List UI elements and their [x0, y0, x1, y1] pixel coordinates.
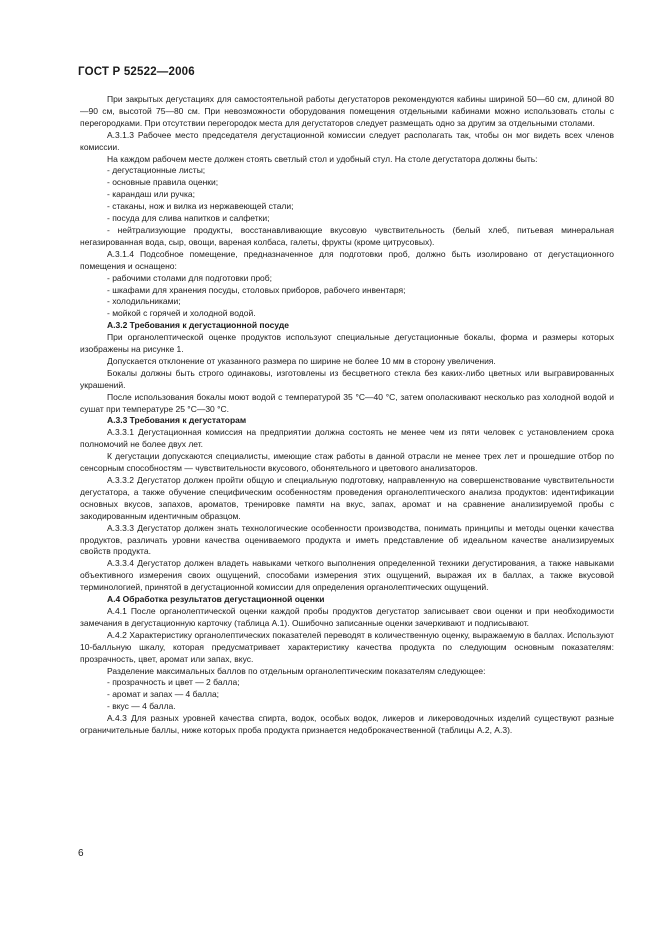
paragraph: А.3.3.3 Дегустатор должен знать технологические особенности производства, понимать принципы и методы оценки качества продуктов, различать уровни качества оцениваемого продукта и иметь представление об идеальном качестве анализируемых свойств продукта.: [80, 522, 614, 557]
paragraph: А.3.1.4 Подсобное помещение, предназначенное для подготовки проб, должно быть изолировано от дегустационного помещения и оснащено:: [80, 248, 614, 271]
list-item: - карандаш или ручка;: [107, 189, 195, 200]
paragraph: Допускается отклонение от указанного размера по ширине не более 10 мм в сторону увеличения.: [107, 355, 496, 366]
paragraph: А.3.1.3 Рабочее место председателя дегустационной комиссии следует располагать так, чтобы он мог видеть всех членов комиссии.: [80, 129, 614, 152]
section-heading: А.3.3 Требования к дегустаторам: [107, 415, 247, 426]
paragraph: А.3.3.4 Дегустатор должен владеть навыками четкого выполнения определенной техники дегустирования, а также навыками объективного измерения своих ощущений, способами измерения этих ощущений, выражая их в баллах, а также вкусовой терминологией, принятой в дегустационной комиссии для определения органолептических ощущений.: [80, 558, 614, 593]
paragraph: А.3.3.2 Дегустатор должен пройти общую и специальную подготовку, направленную на совершенствование чувствительности дегустатора, а также обучение специфическим особенностям проведения органолептического анализа продуктов: идентификации основных вкусов, запахов, ароматов, тренировке памяти на вкус, запах, аромат и на сравнение анализируемой пробы с закодированным идентичным образцом.: [80, 475, 614, 521]
page-number: 6: [78, 848, 84, 859]
list-item: - рабочими столами для подготовки проб;: [107, 272, 273, 283]
paragraph: Разделение максимальных баллов по отдельным органолептическим показателям следующее:: [107, 665, 486, 676]
paragraph: А.4.3 Для разных уровней качества спирта, водок, особых водок, ликеров и ликероводочных изделий существуют разные ограничительные баллы, ниже которых проба продукта признается недоброкачественной (таблицы А.2, А.3).: [80, 713, 614, 736]
paragraph: А.4.2 Характеристику органолептических показателей переводят в количественную оценку, выражаемую в баллах. Используют 10-балльную шкалу, которая предусматривает характеристику качества продукта по следующим основным показателям: прозрачность, цвет, аромат или запах, вкус.: [80, 629, 614, 664]
paragraph: При закрытых дегустациях для самостоятельной работы дегустаторов рекомендуются кабины шириной 50—60 см, длиной 80—90 см, высотой 75—80 см. При невозможности оборудования помещения отдельными кабинами можно использовать столы с перегородками. При отсутствии перегородок места для дегустаторов следует размещать одно за другим за отдельными столами.: [80, 94, 614, 128]
paragraph: - нейтрализующие продукты, восстанавливающие вкусовую чувствительность (белый хлеб, питьевая минеральная негазированная вода, сыр, овощи, вареная колбаса, галеты, фрукты (кроме цитрусовых).: [80, 224, 614, 247]
section-heading: А.3.2 Требования к дегустационной посуде: [107, 320, 289, 331]
paragraph: К дегустации допускаются специалисты, имеющие стаж работы в данной отрасли не менее трех лет и прошедшие отбор по сенсорным способностям — чувствительности вкусового, обонятельного и цветового анализаторов.: [80, 451, 614, 474]
list-item: - аромат и запах — 4 балла;: [107, 689, 220, 700]
list-item: - шкафами для хранения посуды, столовых приборов, рабочего инвентаря;: [107, 284, 406, 295]
paragraph: А.3.3.1 Дегустационная комиссия на предприятии должна состоять не менее чем из пяти человек с установлением срока полномочий не более двух лет.: [80, 427, 614, 450]
paragraph: При органолептической оценке продуктов используют специальные дегустационные бокалы, форма и размеры которых изображены на рисунке 1.: [80, 332, 614, 355]
list-item: - вкус — 4 балла.: [107, 701, 176, 712]
list-item: - мойкой с горячей и холодной водой.: [107, 308, 256, 319]
document-header: ГОСТ Р 52522—2006: [78, 66, 195, 78]
list-item: - посуда для слива напитков и салфетки;: [107, 213, 270, 224]
list-item: - прозрачность и цвет — 2 балла;: [107, 677, 240, 688]
paragraph: Бокалы должны быть строго одинаковы, изготовлены из бесцветного стекла без каких-либо цветных или выгравированных украшений.: [80, 367, 614, 390]
paragraph: А.4.1 После органолептической оценки каждой пробы продуктов дегустатор записывает свои оценки и при необходимости замечания в дегустационную карточку (таблица А.1). Ошибочно записанные оценки зачеркивают и подписывают.: [80, 605, 614, 628]
section-heading: А.4 Обработка результатов дегустационной оценки: [107, 594, 325, 605]
paragraph: На каждом рабочем месте должен стоять светлый стол и удобный стул. На столе дегустатора должны быть:: [107, 153, 538, 164]
list-item: - холодильниками;: [107, 296, 181, 307]
list-item: - стаканы, нож и вилка из нержавеющей стали;: [107, 201, 294, 212]
list-item: - дегустационные листы;: [107, 165, 206, 176]
list-item: - основные правила оценки;: [107, 177, 219, 188]
document-body: [80, 94, 614, 737]
paragraph: После использования бокалы моют водой с температурой 35 °C—40 °C, затем ополаскивают несколько раз холодной водой и сушат при температуре 25 °C—30 °C.: [80, 391, 614, 414]
